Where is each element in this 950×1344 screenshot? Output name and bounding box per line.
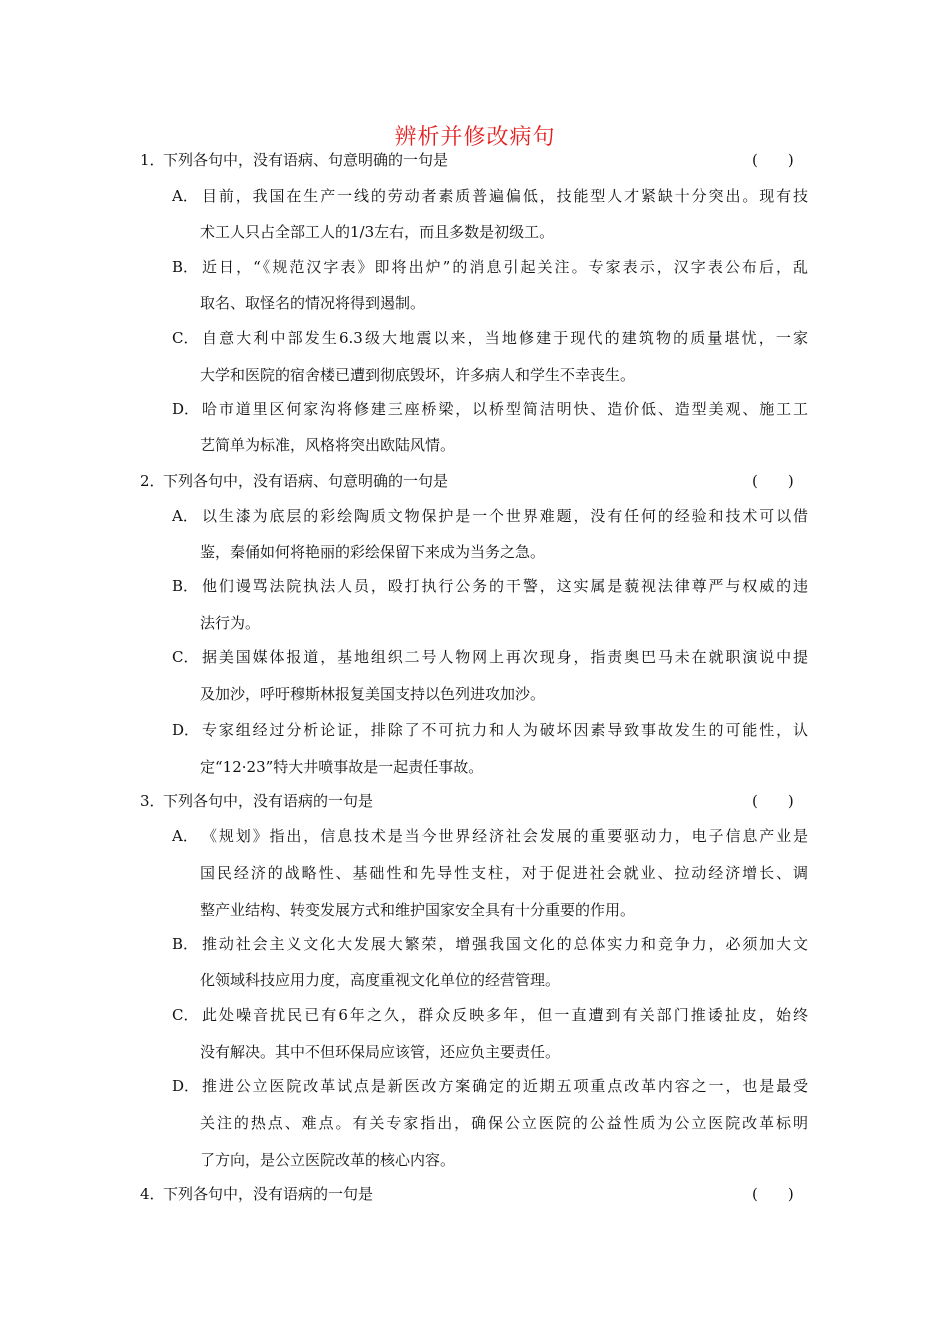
option-letter[interactable]: C． [172,329,199,347]
option-text-continued: 定“12·23”特大井喷事故是一起责任事故。 [200,758,484,776]
option-line[interactable] [0,639,950,675]
option-text: 专家组经过分析论证，排除了不可抗力和人为破坏因素导致事故发生的可能性，认 [202,721,808,739]
option-line [0,1105,950,1141]
option-line[interactable] [0,1068,950,1104]
option-text-continued: 术工人只占全部工人的1/3左右，而且多数是初级工。 [200,223,555,241]
option-line[interactable] [0,391,950,427]
option-line [0,1034,950,1070]
question-text: 下列各句中，没有语病的一句是 [163,792,374,810]
option-text: 此处噪音扰民已有6年之久，群众反映多年，但一直遭到有关部门推诿扯皮，始终 [202,1006,808,1024]
option-line [0,214,950,250]
option-letter[interactable]: D． [172,400,200,418]
option-line [0,962,950,998]
option-text: 目前，我国在生产一线的劳动者素质普遍偏低，技能型人才紧缺十分突出。现有技 [202,187,808,205]
question-stem [0,1177,950,1211]
option-text: 据美国媒体报道，基地组织二号人物网上再次现身，指责奥巴马未在就职演说中提 [202,648,808,666]
option-line [0,534,950,570]
option-text-continued: 鉴，秦俑如何将艳丽的彩绘保留下来成为当务之急。 [200,543,546,561]
option-text: 自意大利中部发生6.3级大地震以来，当地修建于现代的建筑物的质量堪忧，一家 [202,329,808,347]
option-text: 推进公立医院改革试点是新医改方案确定的近期五项重点改革内容之一，也是最受 [202,1077,808,1095]
option-line [0,427,950,463]
option-text: 近日，“《规范汉字表》即将出炉”的消息引起关注。专家表示，汉字表公布后，乱 [202,258,808,276]
option-text: 哈市道里区何家沟将修建三座桥梁，以桥型简洁明快、造价低、造型美观、施工工 [202,400,808,418]
option-line[interactable] [0,320,950,356]
option-text: 以生漆为底层的彩绘陶质文物保护是一个世界难题，没有任何的经验和技术可以借 [202,507,808,525]
answer-blank[interactable]: ( ) [752,472,794,490]
option-line [0,855,950,891]
option-letter[interactable]: B． [172,577,199,595]
question-stem [0,464,950,498]
option-text-continued: 及加沙，呼吁穆斯林报复美国支持以色列进攻加沙。 [200,685,546,703]
option-letter[interactable]: C． [172,648,199,666]
option-line [0,285,950,321]
option-letter[interactable]: B． [172,935,199,953]
option-line[interactable] [0,926,950,962]
option-line [0,605,950,641]
option-text: 推动社会主义文化大发展大繁荣，增强我国文化的总体实力和竞争力，必须加大文 [202,935,808,953]
question-text: 下列各句中，没有语病的一句是 [163,1185,374,1203]
option-text-continued: 大学和医院的宿舍楼已遭到彻底毁坏，许多病人和学生不幸丧生。 [200,366,636,384]
option-text-continued: 国民经济的战略性、基础性和先导性支柱，对于促进社会就业、拉动经济增长、调 [200,864,808,882]
option-letter[interactable]: A． [172,827,198,845]
option-line[interactable] [0,249,950,285]
question-number: 2． [140,472,165,490]
option-line [0,892,950,928]
option-text: 他们谩骂法院执法人员，殴打执行公务的干警，这实属是藐视法律尊严与权威的违 [202,577,808,595]
option-line [0,1142,950,1178]
answer-blank[interactable]: ( ) [752,792,794,810]
option-letter[interactable]: A． [172,187,198,205]
option-line[interactable] [0,178,950,214]
option-text-continued: 整产业结构、转变发展方式和维护国家安全具有十分重要的作用。 [200,901,636,919]
option-text-continued: 关注的热点、难点。有关专家指出，确保公立医院的公益性质为公立医院改革标明 [200,1114,808,1132]
option-line [0,749,950,785]
option-letter[interactable]: A． [172,507,198,525]
option-text-continued: 取名、取怪名的情况将得到遏制。 [200,294,426,312]
option-text-continued: 没有解决。其中不但环保局应该管，还应负主要责任。 [200,1043,561,1061]
answer-blank[interactable]: ( ) [752,1185,794,1203]
option-text-continued: 化领域科技应用力度，高度重视文化单位的经营管理。 [200,971,561,989]
question-number: 3． [140,792,165,810]
option-text-continued: 艺简单为标准，风格将突出欧陆风情。 [200,436,456,454]
option-line[interactable] [0,712,950,748]
answer-blank[interactable]: ( ) [752,151,794,169]
option-line[interactable] [0,997,950,1033]
option-letter[interactable]: C． [172,1006,199,1024]
option-text-continued: 了方向，是公立医院改革的核心内容。 [200,1151,456,1169]
page-title: 辨析并修改病句 [394,125,556,150]
option-letter[interactable]: D． [172,1077,200,1095]
question-text: 下列各句中，没有语病、句意明确的一句是 [163,151,449,169]
option-text: 《规划》指出，信息技术是当今世界经济社会发展的重要驱动力，电子信息产业是 [202,827,808,845]
question-stem [0,143,950,177]
option-letter[interactable]: B． [172,258,199,276]
option-line [0,357,950,393]
option-text-continued: 法行为。 [200,614,261,632]
option-line[interactable] [0,568,950,604]
question-number: 1． [140,151,165,169]
option-letter[interactable]: D． [172,721,200,739]
question-text: 下列各句中，没有语病、句意明确的一句是 [163,472,449,490]
option-line[interactable] [0,818,950,854]
question-stem [0,784,950,818]
question-number: 4． [140,1185,165,1203]
option-line [0,676,950,712]
option-line[interactable] [0,498,950,534]
